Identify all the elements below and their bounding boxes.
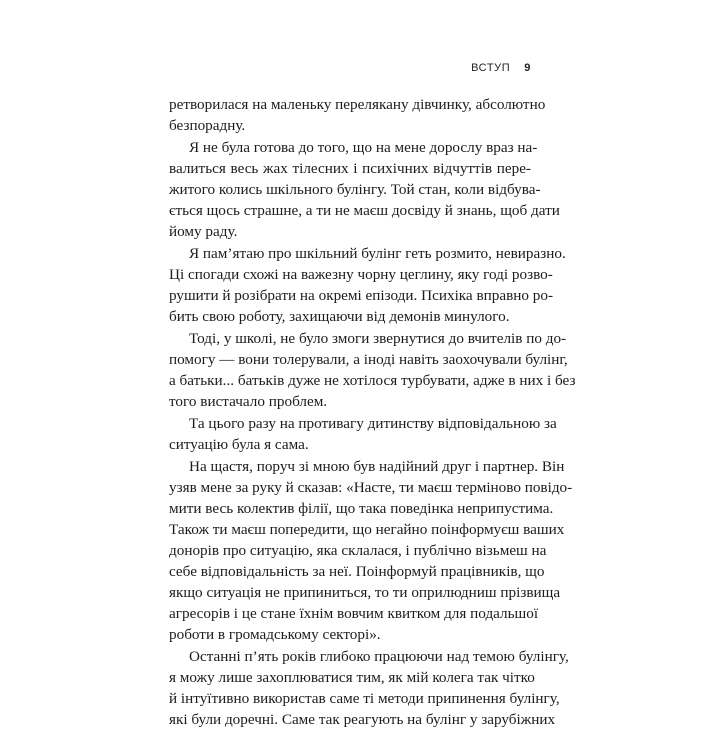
text-line: рушити й розібрати на окремі епізоди. Психіка вправно ро-: [169, 287, 554, 304]
text-line: Останні п’ять років глибоко працюючи над темою булінгу,: [189, 648, 569, 665]
text-line: а батьки... батьків дуже не хотілося турбувати, адже в них і без: [169, 372, 576, 389]
text-line: Тоді, у школі, не було змоги звернутися до вчителів по до-: [189, 330, 567, 347]
body-text: [169, 94, 576, 731]
text-line: й інтуїтивно використав саме ті методи припинення булінгу,: [169, 690, 560, 707]
text-line: помогу — вони толерували, а іноді навіть заохочували булінг,: [169, 351, 568, 368]
text-line: ситуацію була я сама.: [169, 436, 309, 453]
paragraph: [169, 413, 557, 455]
text-line: якщо ситуація не припиниться, то ти оприлюдниш прізвища: [169, 584, 561, 601]
text-line: ретворилася на маленьку перелякану дівчинку, абсолютно: [169, 96, 546, 113]
text-line: донорів про ситуацію, яка склалася, і публічно візьмеш на: [169, 542, 547, 559]
text-line: мити весь колектив філії, що така поведінка неприпустима.: [169, 500, 554, 517]
text-line: Ці спогади схожі на важезну чорну цеглину, яку годі розво-: [169, 266, 553, 283]
text-line: узяв мене за руку й сказав: «Насте, ти маєш терміново повідо-: [169, 479, 573, 496]
text-line: Також ти маєш попередити, що негайно поінформуєш ваших: [169, 521, 565, 538]
paragraph: [169, 243, 566, 327]
text-line: Я не була готова до того, що на мене дорослу враз на-: [189, 139, 538, 156]
text-line: того вистачало проблем.: [169, 393, 328, 410]
text-line: агресорів і це стане їхнім вовчим квитком для подальшої: [169, 605, 539, 622]
paragraph: [169, 137, 560, 242]
text-line: роботи в громадському секторі».: [169, 626, 381, 643]
text-line: які були доречні. Саме так реагують на булінг у зарубіжних: [169, 711, 556, 728]
paragraph: [169, 456, 573, 645]
text-line: себе відповідальність за неї. Поінформуй працівників, що: [169, 563, 545, 580]
text-line: ється щось страшне, а ти не маєш досвіду й знань, щоб дати: [169, 202, 560, 219]
text-line: йому раду.: [169, 223, 238, 240]
paragraph: [169, 328, 576, 412]
text-line: На щастя, поруч зі мною був надійний друг і партнер. Він: [189, 458, 565, 475]
running-head: [471, 62, 531, 74]
text-line: Та цього разу на противагу дитинству відповідальною за: [189, 415, 557, 432]
text-line: я можу лише захоплюватися тим, як мій колега так чітко: [169, 669, 535, 686]
text-line: Я пам’ятаю про шкільний булінг геть розмито, невиразно.: [189, 245, 566, 262]
section-title: ВСТУП: [471, 62, 511, 74]
paragraph: [169, 94, 546, 136]
text-line: житого колись шкільного булінгу. Той стан, коли відбува-: [169, 181, 541, 198]
text-line: безпорадну.: [169, 117, 246, 134]
page-number: 9: [524, 62, 531, 74]
paragraph: [169, 646, 569, 730]
text-line: бить свою роботу, захищаючи від демонів минулого.: [169, 308, 510, 325]
text-line: валиться весь жах тілесних і психічних відчуттів пере-: [169, 160, 531, 177]
